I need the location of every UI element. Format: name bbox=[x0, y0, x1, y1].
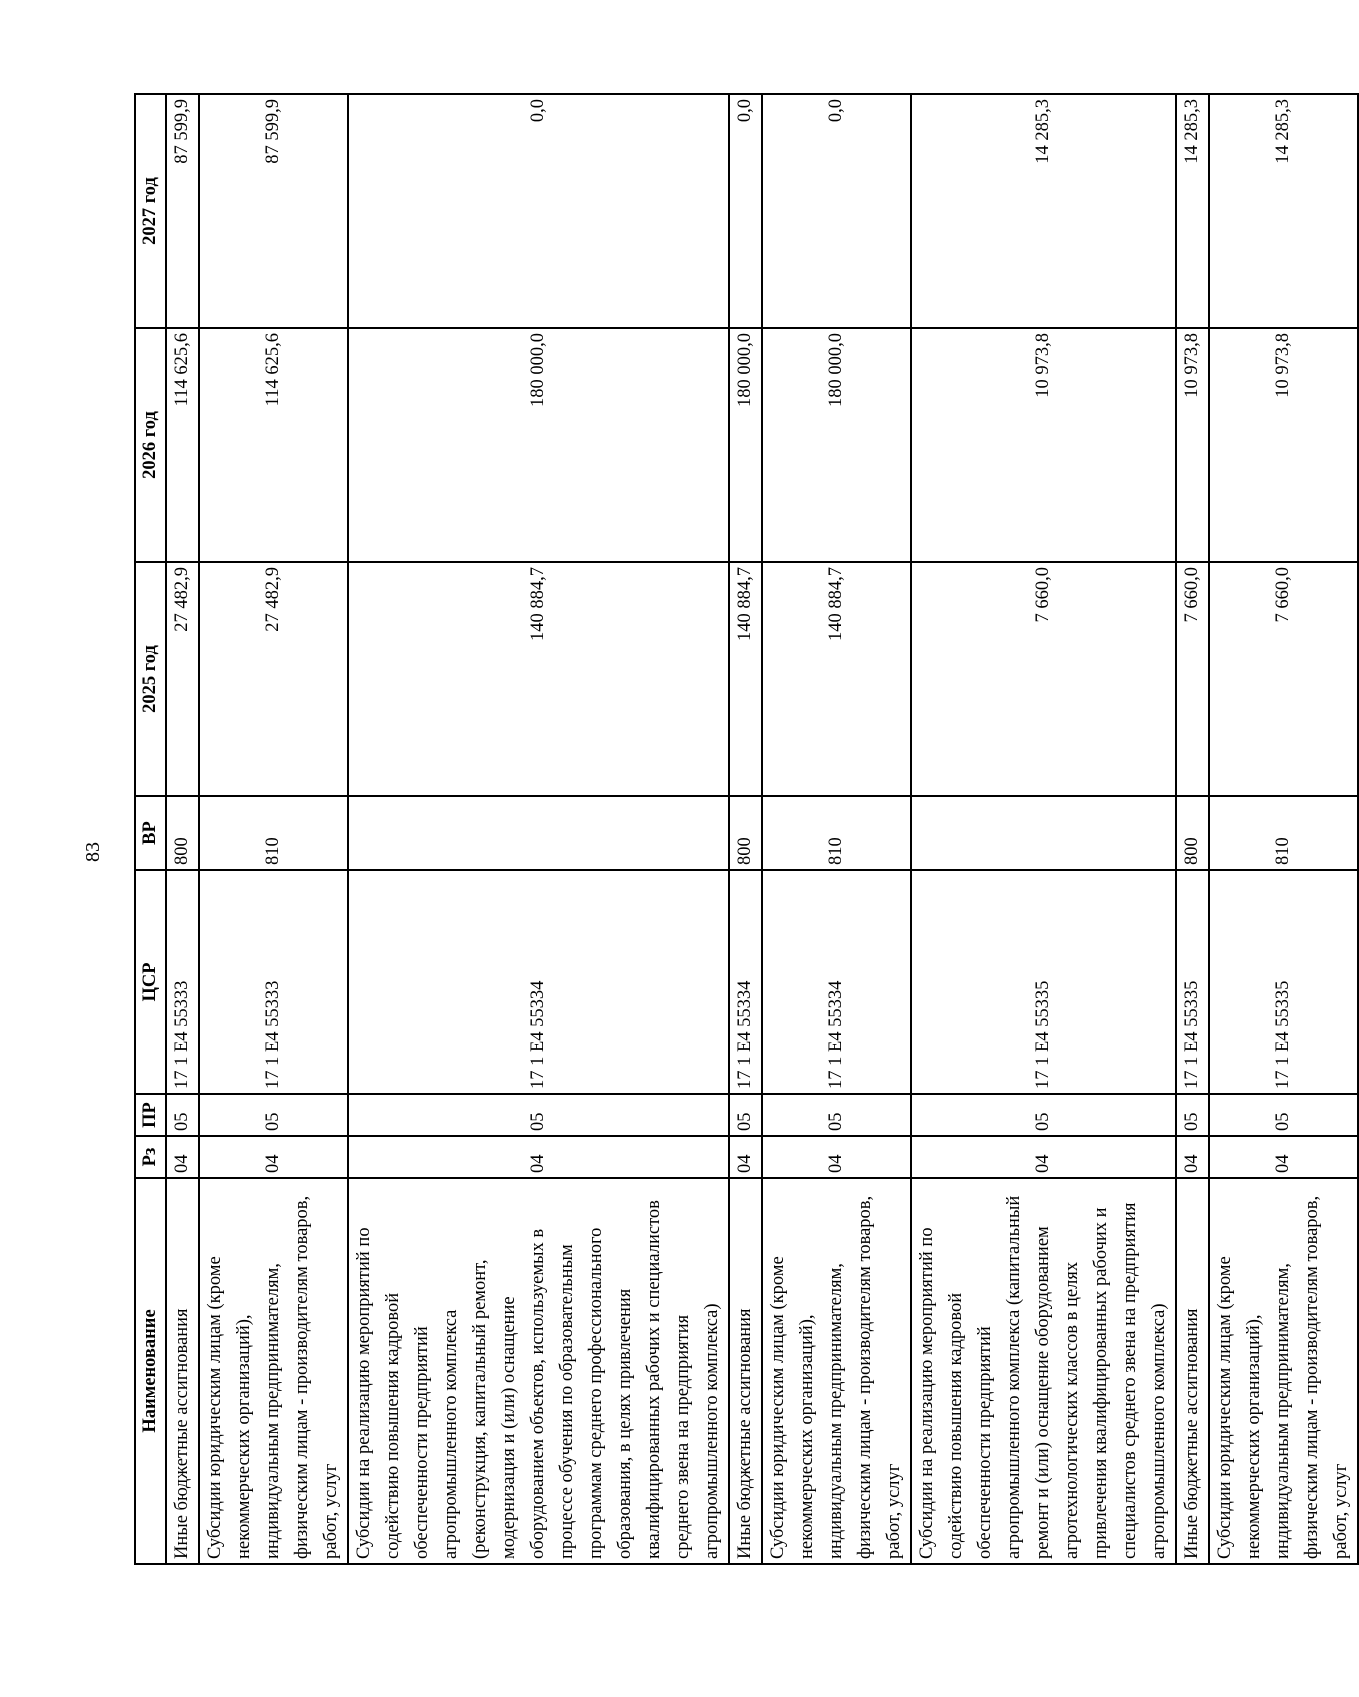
cell-vr bbox=[348, 796, 729, 870]
cell-2026: 10 973,8 bbox=[911, 328, 1176, 562]
cell-2027: 14 285,3 bbox=[1176, 94, 1209, 328]
cell-name: Субсидии юридическим лицам (кроме некоммерческих организаций), индивидуальным предпринимателям, физическим лицам - производителям товаров, работ, услуг bbox=[762, 1178, 911, 1564]
cell-pr: 05 bbox=[911, 1094, 1176, 1136]
cell-vr: 810 bbox=[762, 796, 911, 870]
table-row bbox=[348, 94, 729, 1564]
cell-2025: 27 482,9 bbox=[199, 562, 348, 796]
table-row bbox=[199, 94, 348, 1564]
cell-vr: 800 bbox=[166, 796, 199, 870]
cell-name: Субсидии на реализацию мероприятий по содействию повышения кадровой обеспеченности предприятий агропромышленного комплекса (капитальный ремонт и (или) оснащение оборудованием агротехнологических классов в целях привлечения квалифицированных рабочих и специалистов среднего звена на предприятия агропромышленного комплекса) bbox=[911, 1178, 1176, 1564]
cell-csr: 17 1 Е4 55334 bbox=[348, 870, 729, 1094]
cell-2025: 7 660,0 bbox=[1209, 562, 1358, 796]
cell-name: Иные бюджетные ассигнования bbox=[166, 1178, 199, 1564]
cell-name: Субсидии на реализацию мероприятий по содействию повышения кадровой обеспеченности предприятий агропромышленного комплекса (реконструкция, капитальный ремонт, модернизация и (или) оснащение оборудованием объектов, используемых в процессе обучения по образовательным программам среднего профессионального образования, в целях привлечения квалифицированных рабочих и специалистов среднего звена на предприятия агропромышленного комплекса) bbox=[348, 1178, 729, 1564]
cell-name: Иные бюджетные ассигнования bbox=[729, 1178, 762, 1564]
cell-rz: 04 bbox=[911, 1136, 1176, 1178]
cell-2026: 180 000,0 bbox=[729, 328, 762, 562]
cell-2027: 0,0 bbox=[729, 94, 762, 328]
cell-2026: 180 000,0 bbox=[348, 328, 729, 562]
cell-2026: 114 625,6 bbox=[199, 328, 348, 562]
cell-pr: 05 bbox=[348, 1094, 729, 1136]
header-pr: ПР bbox=[135, 1094, 166, 1136]
cell-pr: 05 bbox=[762, 1094, 911, 1136]
cell-2025: 7 660,0 bbox=[911, 562, 1176, 796]
cell-csr: 17 1 Е4 55335 bbox=[1176, 870, 1209, 1094]
cell-pr: 05 bbox=[199, 1094, 348, 1136]
table-row bbox=[166, 94, 199, 1564]
cell-2025: 140 884,7 bbox=[729, 562, 762, 796]
cell-csr: 17 1 Е4 55335 bbox=[911, 870, 1176, 1094]
cell-2026: 114 625,6 bbox=[166, 328, 199, 562]
cell-rz: 04 bbox=[199, 1136, 348, 1178]
rotated-table-wrapper bbox=[134, 95, 1351, 1565]
cell-rz: 04 bbox=[729, 1136, 762, 1178]
cell-csr: 17 1 Е4 55334 bbox=[762, 870, 911, 1094]
cell-rz: 04 bbox=[348, 1136, 729, 1178]
table-row bbox=[762, 94, 911, 1564]
cell-csr: 17 1 Е4 55333 bbox=[199, 870, 348, 1094]
cell-vr: 810 bbox=[1209, 796, 1358, 870]
cell-vr: 810 bbox=[199, 796, 348, 870]
page-number: 83 bbox=[82, 842, 104, 862]
cell-2026: 10 973,8 bbox=[1176, 328, 1209, 562]
table-header-row bbox=[135, 94, 166, 1564]
header-csr: ЦСР bbox=[135, 870, 166, 1094]
cell-vr bbox=[911, 796, 1176, 870]
cell-2027: 14 285,3 bbox=[911, 94, 1176, 328]
cell-2026: 10 973,8 bbox=[1209, 328, 1358, 562]
cell-pr: 05 bbox=[1176, 1094, 1209, 1136]
budget-table bbox=[134, 93, 1359, 1565]
cell-pr: 05 bbox=[729, 1094, 762, 1136]
cell-2026: 180 000,0 bbox=[762, 328, 911, 562]
cell-pr: 05 bbox=[166, 1094, 199, 1136]
cell-rz: 04 bbox=[1209, 1136, 1358, 1178]
header-2026: 2026 год bbox=[135, 328, 166, 562]
cell-2025: 140 884,7 bbox=[348, 562, 729, 796]
table-row bbox=[1209, 94, 1358, 1564]
cell-2025: 7 660,0 bbox=[1176, 562, 1209, 796]
cell-rz: 04 bbox=[1176, 1136, 1209, 1178]
cell-csr: 17 1 Е4 55333 bbox=[166, 870, 199, 1094]
cell-2027: 87 599,9 bbox=[199, 94, 348, 328]
cell-vr: 800 bbox=[1176, 796, 1209, 870]
table-row bbox=[729, 94, 762, 1564]
cell-csr: 17 1 Е4 55334 bbox=[729, 870, 762, 1094]
header-2025: 2025 год bbox=[135, 562, 166, 796]
header-name: Наименование bbox=[135, 1178, 166, 1564]
cell-name: Субсидии юридическим лицам (кроме некоммерческих организаций), индивидуальным предпринимателям, физическим лицам - производителям товаров, работ, услуг bbox=[199, 1178, 348, 1564]
table-row bbox=[1176, 94, 1209, 1564]
cell-2025: 27 482,9 bbox=[166, 562, 199, 796]
header-2027: 2027 год bbox=[135, 94, 166, 328]
cell-2027: 14 285,3 bbox=[1209, 94, 1358, 328]
table-row bbox=[911, 94, 1176, 1564]
cell-pr: 05 bbox=[1209, 1094, 1358, 1136]
header-vr: ВР bbox=[135, 796, 166, 870]
cell-name: Субсидии юридическим лицам (кроме некоммерческих организаций), индивидуальным предпринимателям, физическим лицам - производителям товаров, работ, услуг bbox=[1209, 1178, 1358, 1564]
cell-2025: 140 884,7 bbox=[762, 562, 911, 796]
cell-csr: 17 1 Е4 55335 bbox=[1209, 870, 1358, 1094]
cell-vr: 800 bbox=[729, 796, 762, 870]
cell-name: Иные бюджетные ассигнования bbox=[1176, 1178, 1209, 1564]
cell-2027: 87 599,9 bbox=[166, 94, 199, 328]
header-rz: Рз bbox=[135, 1136, 166, 1178]
cell-2027: 0,0 bbox=[348, 94, 729, 328]
cell-rz: 04 bbox=[166, 1136, 199, 1178]
cell-2027: 0,0 bbox=[762, 94, 911, 328]
cell-rz: 04 bbox=[762, 1136, 911, 1178]
